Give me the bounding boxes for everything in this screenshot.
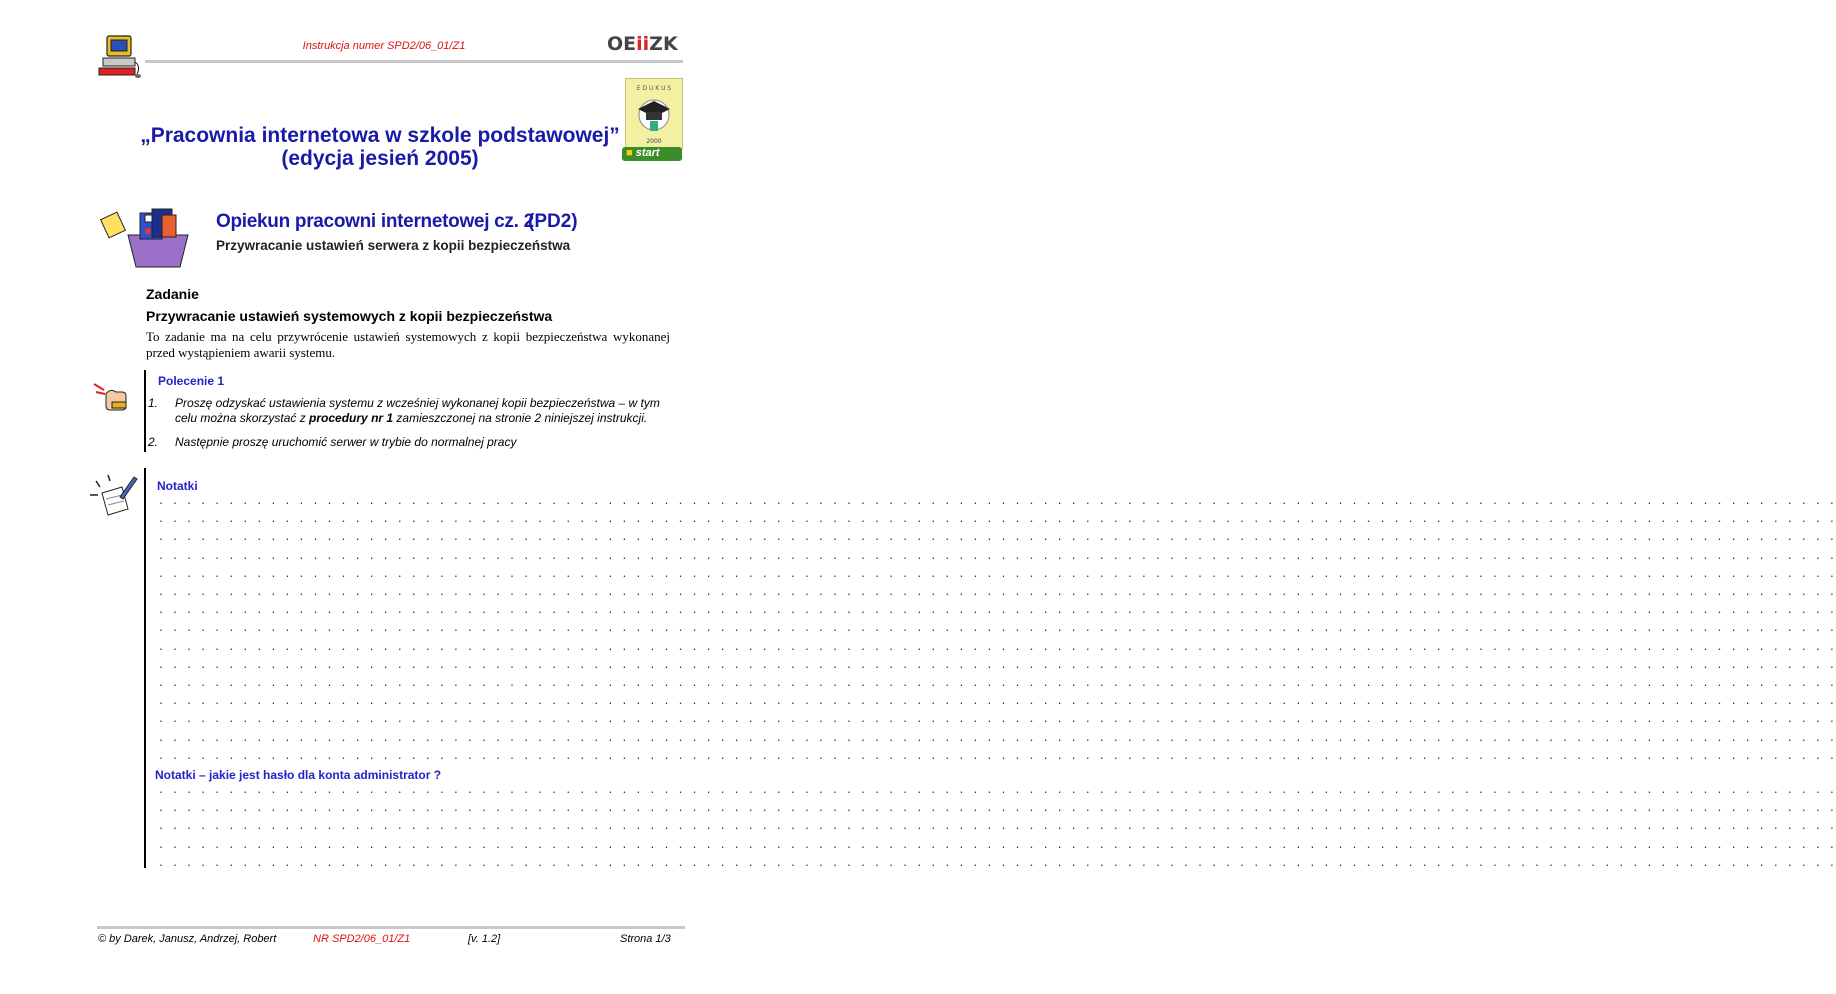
- instruction-number: Instrukcja numer SPD2/06_01/Z1: [302, 40, 466, 52]
- computer-icon: [95, 34, 143, 82]
- list-item: 1. Proszę odzyskać ustawienia systemu z wcześniej wykonanej kopii bezpieczeństwa – w tym celu można skorzystać z procedury nr 1 zamieszczonej na stronie 2 niniejszej instrukcji.: [148, 396, 660, 425]
- dotted-line: . . . . . . . . . . . . . . . . . . . . . . . . . . . . . . . . . . . . . . . . . . . . . . . . . . . . . . . . . . . . . . . . . . . . . . . . . . . . . . . . . . . . . . . . . . . . . . . . . . . . . . . . . . . . . . . . . . . . . . . .: [158, 587, 1836, 598]
- dotted-line: . . . . . . . . . . . . . . . . . . . . . . . . . . . . . . . . . . . . . . . . . . . . . . . . . . . . . . . . . . . . . . . . . . . . . . . . . . . . . . . . . . . . . . . . . . . . . . . . . . . . . . . . . . . . . . . . . . . . . . . .: [158, 857, 1836, 869]
- task-intro: To zadanie ma na celu przywrócenie ustawień systemowych z kopii bezpieczeństwa wykonanej przed wystąpieniem awarii systemu.: [146, 329, 670, 360]
- dotted-line: . . . . . . . . . . . . . . . . . . . . . . . . . . . . . . . . . . . . . . . . . . . . . . . . . . . . . . . . . . . . . . . . . . . . . . . . . . . . . . . . . . . . . . . . . . . . . . . . . . . . . . . . . . . . . . . . . . . . . . . .: [158, 732, 1836, 744]
- dotted-line: . . . . . . . . . . . . . . . . . . . . . . . . . . . . . . . . . . . . . . . . . . . . . . . . . . . . . . . . . . . . . . . . . . . . . . . . . . . . . . . . . . . . . . . . . . . . . . . . . . . . . . . . . . . . . . . . . . . . . . . .: [158, 550, 1836, 562]
- command-list: [148, 396, 668, 459]
- notes-bar: [144, 468, 146, 868]
- section-code: (PD2): [528, 211, 578, 232]
- main-title-line1: „Pracownia internetowa w szkole podstawowej”: [140, 124, 620, 147]
- svg-text:E D U K U S: E D U K U S: [636, 85, 672, 92]
- dotted-line: . . . . . . . . . . . . . . . . . . . . . . . . . . . . . . . . . . . . . . . . . . . . . . . . . . . . . . . . . . . . . . . . . . . . . . . . . . . . . . . . . . . . . . . . . . . . . . . . . . . . . . . . . . . . . . . . . . . . . . . .: [158, 821, 1836, 833]
- svg-text:2000: 2000: [646, 138, 662, 145]
- dotted-line: . . . . . . . . . . . . . . . . . . . . . . . . . . . . . . . . . . . . . . . . . . . . . . . . . . . . . . . . . . . . . . . . . . . . . . . . . . . . . . . . . . . . . . . . . . . . . . . . . . . . . . . . . . . . . . . . . . . . . . . .: [158, 839, 1836, 851]
- dotted-line: . . . . . . . . . . . . . . . . . . . . . . . . . . . . . . . . . . . . . . . . . . . . . . . . . . . . . . . . . . . . . . . . . . . . . . . . . . . . . . . . . . . . . . . . . . . . . . . . . . . . . . . . . . . . . . . . . . . . . . . .: [158, 605, 1836, 617]
- dotted-line: . . . . . . . . . . . . . . . . . . . . . . . . . . . . . . . . . . . . . . . . . . . . . . . . . . . . . . . . . . . . . . . . . . . . . . . . . . . . . . . . . . . . . . . . . . . . . . . . . . . . . . . . . . . . . . . . . . . . . . . .: [158, 532, 1836, 544]
- start-button: ■ start: [622, 147, 682, 161]
- task-heading: Zadanie: [146, 286, 199, 302]
- header-divider: [145, 60, 683, 63]
- dotted-line: . . . . . . . . . . . . . . . . . . . . . . . . . . . . . . . . . . . . . . . . . . . . . . . . . . . . . . . . . . . . . . . . . . . . . . . . . . . . . . . . . . . . . . . . . . . . . . . . . . . . . . . . . . . . . . . . . . . . . . . .: [158, 714, 1836, 726]
- dotted-line: . . . . . . . . . . . . . . . . . . . . . . . . . . . . . . . . . . . . . . . . . . . . . . . . . . . . . . . . . . . . . . . . . . . . . . . . . . . . . . . . . . . . . . . . . . . . . . . . . . . . . . . . . . . . . . . . . . . . . . . .: [158, 496, 1836, 507]
- section-title: Opiekun pracowni internetowej cz. 2: [216, 211, 534, 232]
- command-heading: Polecenie 1: [158, 374, 225, 388]
- dotted-line: . . . . . . . . . . . . . . . . . . . . . . . . . . . . . . . . . . . . . . . . . . . . . . . . . . . . . . . . . . . . . . . . . . . . . . . . . . . . . . . . . . . . . . . . . . . . . . . . . . . . . . . . . . . . . . . . . . . . . . . .: [158, 568, 1836, 580]
- notes-password-heading: Notatki – jakie jest hasło dla konta administrator ?: [155, 768, 442, 782]
- pointing-hand-icon: [90, 374, 134, 414]
- dotted-line: . . . . . . . . . . . . . . . . . . . . . . . . . . . . . . . . . . . . . . . . . . . . . . . . . . . . . . . . . . . . . . . . . . . . . . . . . . . . . . . . . . . . . . . . . . . . . . . . . . . . . . . . . . . . . . . . . . . . . . . .: [158, 678, 1836, 689]
- dotted-line: . . . . . . . . . . . . . . . . . . . . . . . . . . . . . . . . . . . . . . . . . . . . . . . . . . . . . . . . . . . . . . . . . . . . . . . . . . . . . . . . . . . . . . . . . . . . . . . . . . . . . . . . . . . . . . . . . . . . . . . .: [158, 785, 1836, 796]
- windows-flag-icon: ■: [626, 147, 633, 159]
- dotted-line: . . . . . . . . . . . . . . . . . . . . . . . . . . . . . . . . . . . . . . . . . . . . . . . . . . . . . . . . . . . . . . . . . . . . . . . . . . . . . . . . . . . . . . . . . . . . . . . . . . . . . . . . . . . . . . . . . . . . . . . .: [158, 696, 1836, 708]
- notepad-pen-icon: [88, 471, 138, 519]
- dotted-line: . . . . . . . . . . . . . . . . . . . . . . . . . . . . . . . . . . . . . . . . . . . . . . . . . . . . . . . . . . . . . . . . . . . . . . . . . . . . . . . . . . . . . . . . . . . . . . . . . . . . . . . . . . . . . . . . . . . . . . . .: [158, 641, 1836, 653]
- notes-heading: Notatki: [157, 479, 198, 493]
- dotted-line: . . . . . . . . . . . . . . . . . . . . . . . . . . . . . . . . . . . . . . . . . . . . . . . . . . . . . . . . . . . . . . . . . . . . . . . . . . . . . . . . . . . . . . . . . . . . . . . . . . . . . . . . . . . . . . . . . . . . . . . .: [158, 750, 1836, 762]
- footer-version: [v. 1.2]: [468, 933, 501, 945]
- footer-authors: © by Darek, Janusz, Andrzej, Robert: [98, 933, 277, 945]
- main-title-line2: (edycja jesień 2005): [281, 147, 479, 170]
- footer-page: Strona 1/3: [620, 933, 671, 945]
- footer-number: NR SPD2/06_01/Z1: [313, 933, 411, 945]
- dotted-line: . . . . . . . . . . . . . . . . . . . . . . . . . . . . . . . . . . . . . . . . . . . . . . . . . . . . . . . . . . . . . . . . . . . . . . . . . . . . . . . . . . . . . . . . . . . . . . . . . . . . . . . . . . . . . . . . . . . . . . . .: [158, 803, 1836, 815]
- dotted-line: . . . . . . . . . . . . . . . . . . . . . . . . . . . . . . . . . . . . . . . . . . . . . . . . . . . . . . . . . . . . . . . . . . . . . . . . . . . . . . . . . . . . . . . . . . . . . . . . . . . . . . . . . . . . . . . . . . . . . . . .: [158, 623, 1836, 635]
- list-item: 2. Następnie proszę uruchomić serwer w trybie do normalnej pracy: [148, 435, 517, 449]
- oeiizk-logo: OEiiZK: [607, 33, 678, 55]
- section-subtitle: Przywracanie ustawień serwera z kopii bezpieczeństwa: [216, 238, 571, 253]
- dotted-line: . . . . . . . . . . . . . . . . . . . . . . . . . . . . . . . . . . . . . . . . . . . . . . . . . . . . . . . . . . . . . . . . . . . . . . . . . . . . . . . . . . . . . . . . . . . . . . . . . . . . . . . . . . . . . . . . . . . . . . . .: [158, 659, 1836, 671]
- dotted-line: . . . . . . . . . . . . . . . . . . . . . . . . . . . . . . . . . . . . . . . . . . . . . . . . . . . . . . . . . . . . . . . . . . . . . . . . . . . . . . . . . . . . . . . . . . . . . . . . . . . . . . . . . . . . . . . . . . . . . . . .: [158, 514, 1836, 526]
- task-title: Przywracanie ustawień systemowych z kopii bezpieczeństwa: [146, 308, 553, 324]
- command-bar: [144, 370, 146, 452]
- footer-divider: [97, 926, 685, 929]
- floppy-box-icon: [100, 205, 198, 271]
